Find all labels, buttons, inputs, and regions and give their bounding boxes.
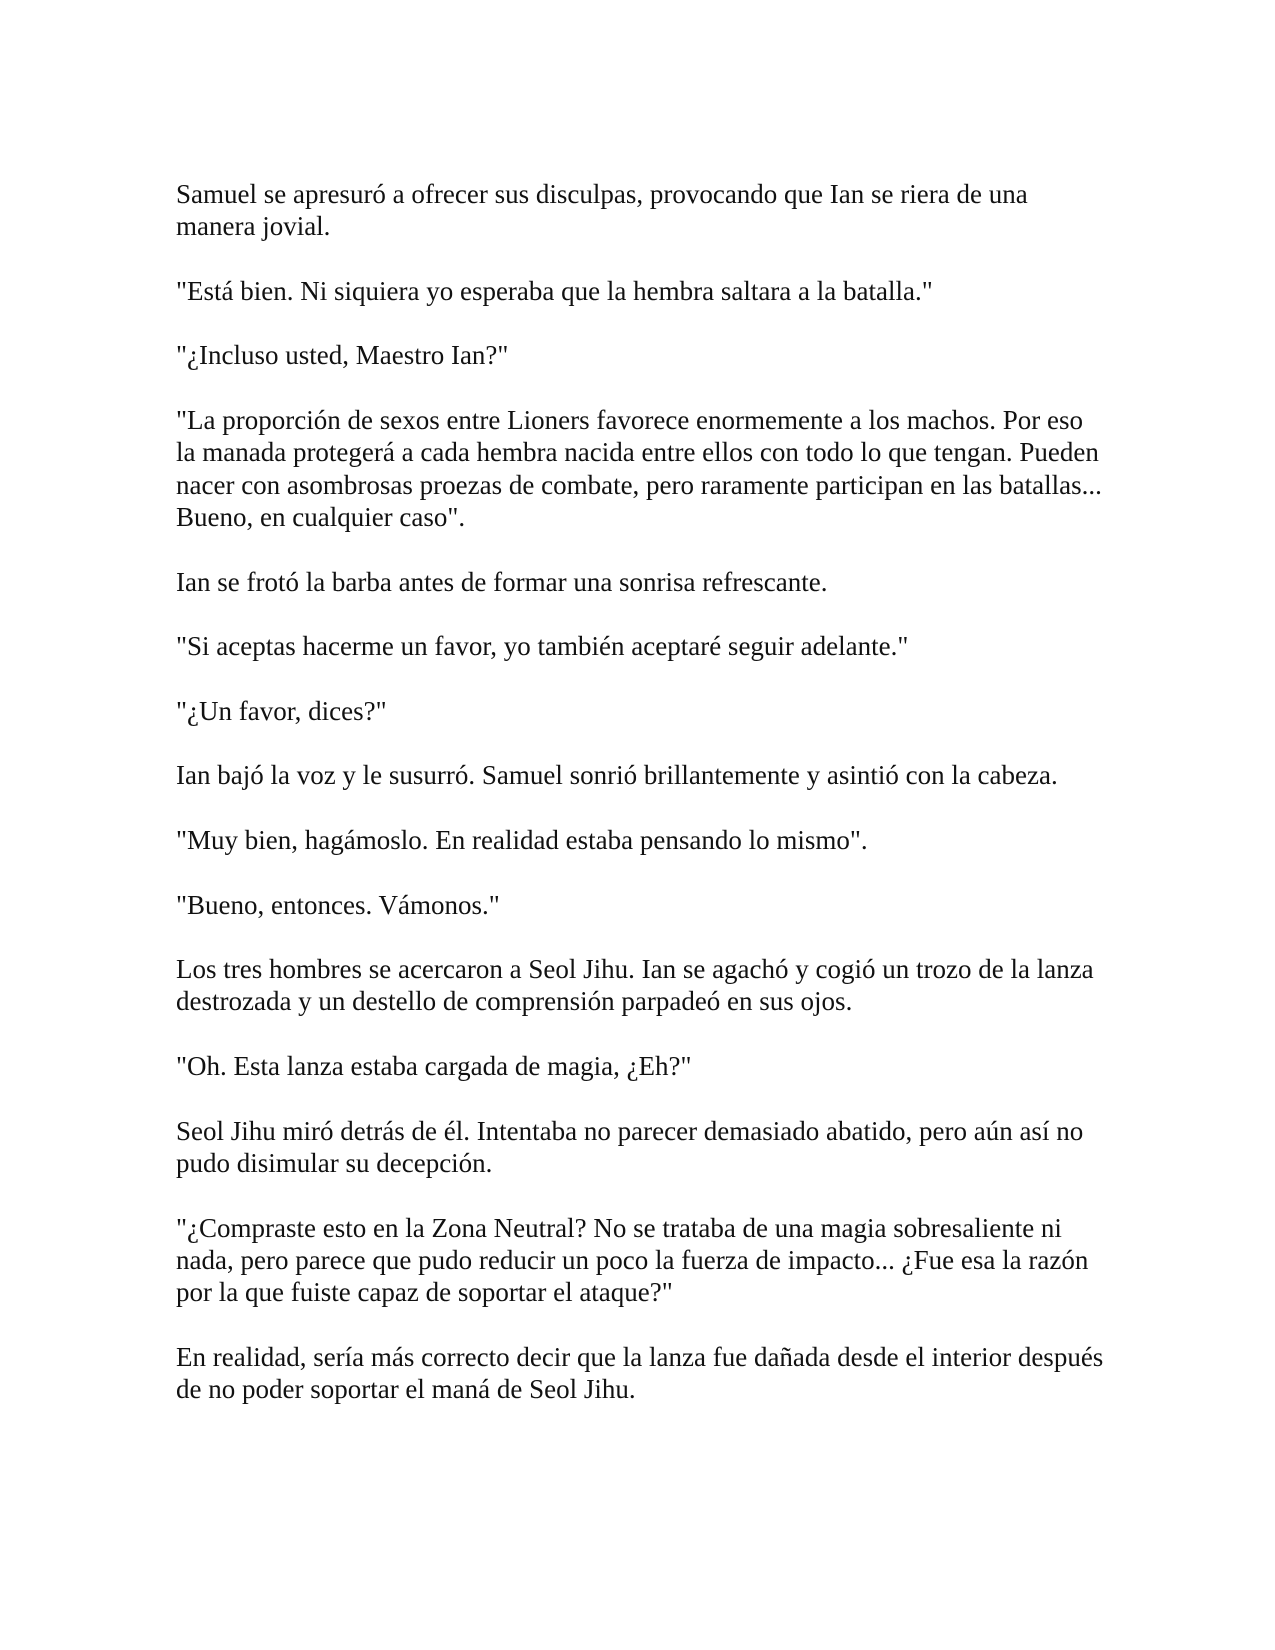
paragraph: "¿Incluso usted, Maestro Ian?" xyxy=(176,340,509,371)
paragraph: Los tres hombres se acercaron a Seol Jihu. Ian se agachó y cogió un trozo de la lanza destrozada y un destello de comprensión parpadeó en sus ojos. xyxy=(176,954,1094,1017)
document-body xyxy=(176,178,1106,1405)
paragraph: "Si aceptas hacerme un favor, yo también aceptaré seguir adelante." xyxy=(176,631,909,662)
paragraph: "¿Compraste esto en la Zona Neutral? No se trataba de una magia sobresaliente ni nada, pero parece que pudo reducir un poco la fuerza de impacto... ¿Fue esa la razón por la que fuiste capaz de soportar el ataque?" xyxy=(176,1212,1089,1308)
paragraph: "Oh. Esta lanza estaba cargada de magia, ¿Eh?" xyxy=(176,1051,692,1082)
paragraph: En realidad, sería más correcto decir que la lanza fue dañada desde el interior después de no poder soportar el maná de Seol Jihu. xyxy=(176,1341,1104,1404)
paragraph: "Está bien. Ni siquiera yo esperaba que la hembra saltara a la batalla." xyxy=(176,275,933,306)
paragraph: "Bueno, entonces. Vámonos." xyxy=(176,889,500,920)
paragraph: Seol Jihu miró detrás de él. Intentaba no parecer demasiado abatido, pero aún así no pudo disimular su decepción. xyxy=(176,1115,1084,1178)
paragraph: "La proporción de sexos entre Lioners favorece enormemente a los machos. Por eso la manada protegerá a cada hembra nacida entre ellos con todo lo que tengan. Pueden nacer con asombrosas proezas de combate, pero raramente participan en las batallas... Bueno, en cualquier caso". xyxy=(176,405,1102,532)
paragraph: Samuel se apresuró a ofrecer sus disculpas, provocando que Ian se riera de una manera jovial. xyxy=(176,179,1028,242)
paragraph: Ian bajó la voz y le susurró. Samuel sonrió brillantemente y asintió con la cabeza. xyxy=(176,760,1058,791)
paragraph: "Muy bien, hagámoslo. En realidad estaba pensando lo mismo". xyxy=(176,824,868,855)
paragraph: "¿Un favor, dices?" xyxy=(176,695,387,726)
paragraph: Ian se frotó la barba antes de formar una sonrisa refrescante. xyxy=(176,566,828,597)
